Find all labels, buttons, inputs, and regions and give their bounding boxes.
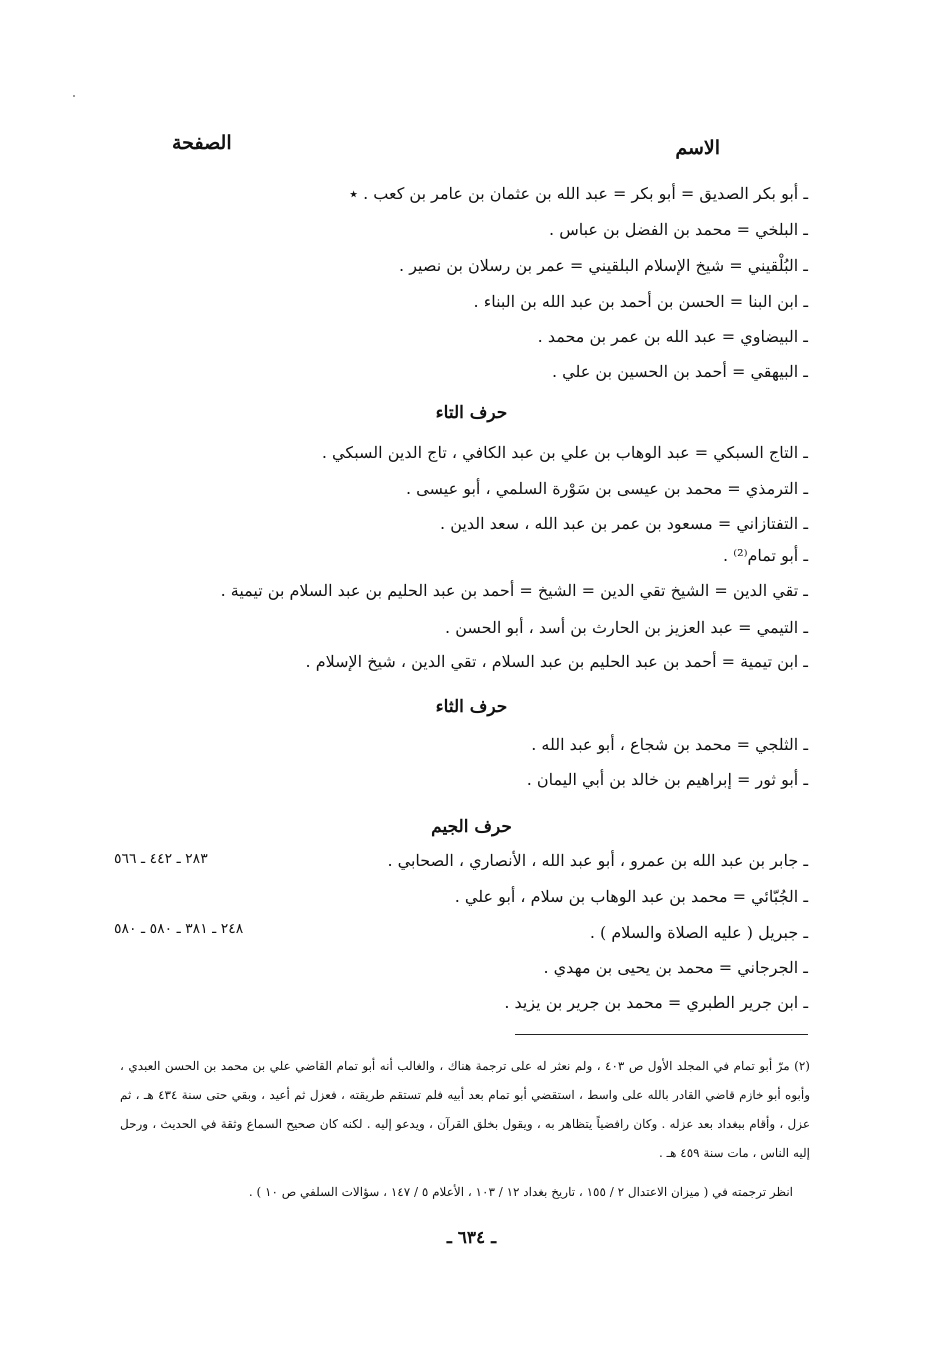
page-column-header: الصفحة: [172, 132, 232, 154]
name-column-header: الاسم: [675, 137, 720, 159]
index-entry: ـ البيضاوي = عبد الله بن عمر بن محمد .: [537, 327, 808, 346]
footnote-sources: انظر ترجمته في ( ميزان الاعتدال ٢ / ١٥٥ ، تاريخ بغداد ١٢ / ١٠٣ ، الأعلام ٥ / ١٤٧ ، سؤالات السلفي ص ١٠ ) .: [248, 1185, 793, 1199]
stray-mark: [73, 95, 75, 97]
index-entry: ـ تقي الدين = الشيخ تقي الدين = الشيخ = أحمد بن عبد الحليم بن عبد السلام بن تيمية .: [220, 581, 808, 600]
index-entry: ـ التاج السبكي = عبد الوهاب بن علي بن عبد الكافي ، تاج الدين السبكي .: [321, 443, 808, 462]
section-heading-jim: حرف الجيم: [431, 817, 512, 837]
page-references: ٢٨٣ ـ ٤٤٢ ـ ٥٦٦: [114, 851, 208, 867]
index-entry: ـ الجُبّائي = محمد بن عبد الوهاب بن سلام ، أبو علي .: [454, 887, 808, 906]
section-heading-ta: حرف التاء: [435, 403, 508, 423]
index-entry: ـ ابن البنا = الحسن بن أحمد بن عبد الله بن البناء .: [473, 292, 808, 311]
page-number: ـ ٦٣٤ ـ: [446, 1228, 497, 1248]
index-entry: ـ جابر بن عبد الله بن عمرو ، أبو عبد الله ، الأنصاري ، الصحابي .: [387, 851, 808, 870]
index-entry: ـ التفتازاني = مسعود بن عمر بن عبد الله ، سعد الدين .: [440, 514, 808, 533]
index-entry: ـ أبو بكر الصديق = أبو بكر = عبد الله بن عثمان بن عامر بن كعب . ٭: [349, 184, 808, 203]
section-heading-tha: حرف الثاء: [435, 697, 508, 717]
index-entry: ـ الثلجي = محمد بن شجاع ، أبو عبد الله .: [531, 735, 808, 754]
index-entry: ـ التيمي = عبد العزيز بن الحارث بن أسد ، أبو الحسن .: [445, 618, 808, 637]
index-entry: ـ البيهقي = أحمد بن الحسين بن علي .: [551, 362, 808, 381]
footnote-text: (٢) مرّ أبو تمام في المجلد الأول ص ٤٠٣ ، ولم نعثر له على ترجمة هناك ، والغالب أنه أبو تمام القاضي علي بن محمد بن الحسن العبدي ، وأبوه أبو خازم قاضي القادر بالله على واسط ، استقضي أبو تمام بعد أبيه فلم تستقم طريقته ، فعزل ثم أعيد ، وبقي حتى سنة ٤٣٤ هـ ، ثم عزل ، وأقام ببغداد بعد عزله . وكان رافضياً يتظاهر به ، ويقول بخلق القرآن ، ويدعو إليه . لكنه كان صحيح السماع وثقة في الحديث ، ورحل إليه الناس ، مات سنة ٤٥٩ هـ .: [120, 1059, 810, 1160]
index-entry: ـ ابن تيمية = أحمد بن عبد الحليم بن عبد السلام ، تقي الدين ، شيخ الإسلام .: [305, 652, 808, 671]
page-references: ٢٤٨ ـ ٣٨١ ـ ٥٨٠ ـ ٥٨٠: [114, 921, 244, 937]
index-entry: ـ جبريل ( عليه الصلاة والسلام ) .: [589, 923, 808, 942]
index-entry: ـ ابن جرير الطبري = محمد بن جرير بن يزيد .: [504, 993, 808, 1012]
index-entry: ـ أبو تمام⁽²⁾ .: [723, 546, 808, 565]
index-entry: ـ أبو ثور = إبراهيم بن خالد بن أبي اليمان .: [526, 770, 808, 789]
footnote-divider: [515, 1034, 808, 1035]
index-entry: ـ الجرجاني = محمد بن يحيى بن مهدي .: [543, 958, 808, 977]
index-entry: ـ الترمذي = محمد بن عيسى بن سَوْرة السلمي ، أبو عيسى .: [405, 479, 808, 498]
index-entry: ـ البُلْقيني = شيخ الإسلام البلقيني = عمر بن رسلان بن نصير .: [399, 256, 808, 275]
index-entry: ـ البلخي = محمد بن الفضل بن عباس .: [549, 220, 808, 239]
